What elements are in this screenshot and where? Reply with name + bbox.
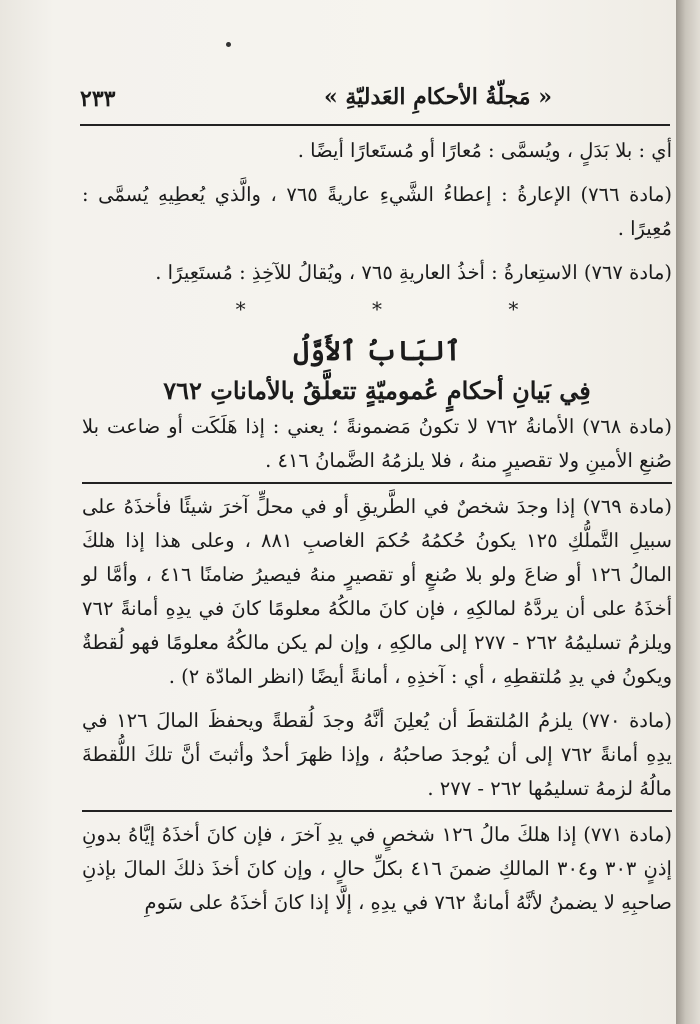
running-title: « مَجلّةُ الأحكامِ العَدليّةِ » [323,84,552,110]
article-770: (مادة ٧٧٠) يلزمُ المُلتقطَ أن يُعلِنَ أنَّهُ وجدَ لُقطةً ويحفظَ المالَ ١٢٦ في يدِهِ أمانةً ٧٦٢ إلى أن يُوجدَ صاحبُهُ ، وإذا ظهرَ أحدٌ وأثبتَ أنَّ تلكَ اللُّقطةَ مالُهُ لزمهُ تسليمُها ٢٦٢ - ٢٧٧ . [82,709,672,800]
section-separator: * * * [235,297,579,321]
article-769: (مادة ٧٦٩) إذا وجدَ شخصٌ في الطَّريقِ أو في محلٍّ آخرَ شيئًا فأخذَهُ على سبيلِ التَّملُّكِ ١٢٥ يكونُ حُكمُهُ حُكمَ الغاصبِ ٨٨١ ، وعلى هذا إذا هلكَ المالُ ١٢٦ أو ضاعَ ولو بلا صُنعٍ أو تقصيرٍ منهُ فيصيرُ ضامنًا ٤١٦ ، وأمَّا لو أخذَهُ على أن يردَّهُ لمالكِهِ ، فإن كانَ مالكُهُ معلومًا كانَ في يدِهِ أمانةً ٧٦٢ ويلزمُ تسليمُهُ ٢٦٢ - ٢٧٧ إلى مالكِهِ ، وإن لم يكن مالكُهُ معلومًا فهو لُقطةٌ ويكونُ في يدِ مُلتقطِهِ ، أي : آخذِهِ ، أمانةً أيضًا (انظر المادّة ٢) . [82,495,673,688]
article-767: (مادة ٧٦٧) الاستِعارةُ : أخذُ العاريةِ ٧٦٥ ، ويُقالُ للآخِذِ : مُستَعِيرًا . [155,261,672,284]
article-771: (مادة ٧٧١) إذا هلكَ مالُ ١٢٦ شخصٍ في يدِ آخرَ ، فإن كانَ أخذَهُ إيَّاهُ بدونِ إذنٍ ٣٠٣ و٣٠٤ المالكِ ضمنَ ٤١٦ بكلِّ حالٍ ، وإن كانَ أخذَ ذلكَ المالَ بإذنِ صاحبِهِ لا يضمنُ لأنَّهُ أمانةٌ ٧٦٢ في يدِهِ ، إلَّا إذا كانَ أخذَهُ على سَومِ [82,823,672,914]
divider [82,810,672,812]
article-768: (مادة ٧٦٨) الأمانةُ ٧٦٢ لا تكونُ مَضمونةً ؛ يعني : إذا هَلَكَت أو ضاعت بلا صُنعِ الأمينِ ولا تقصيرٍ منهُ ، فلا يلزمُهُ الضَّمانُ ٤١٦ . [82,415,673,472]
chapter-subtitle: فِي بَيانِ أحكامٍ عُموميّةٍ تتعلَّقُ بالأماناتِ ٧٦٢ [163,376,591,405]
page-number: ٢٣٣ [80,86,116,112]
header-rule [80,124,670,126]
page-body [82,134,672,920]
ink-speck [226,42,231,47]
chapter-title: ٱلبَابُ ٱلأَوَّلُ [293,336,461,367]
article-766: (مادة ٧٦٦) الإعارةُ : إعطاءُ الشَّيءِ عاريةً ٧٦٥ ، والَّذي يُعطِيهِ يُسمَّى : مُعِيرًا . [82,183,672,240]
page-header [70,84,670,118]
book-gutter-edge [676,0,700,1024]
divider [82,482,672,484]
paragraph-continuation: أي : بلا بَدَلٍ ، ويُسمَّى : مُعارًا أو مُستَعارًا أيضًا . [297,139,672,162]
